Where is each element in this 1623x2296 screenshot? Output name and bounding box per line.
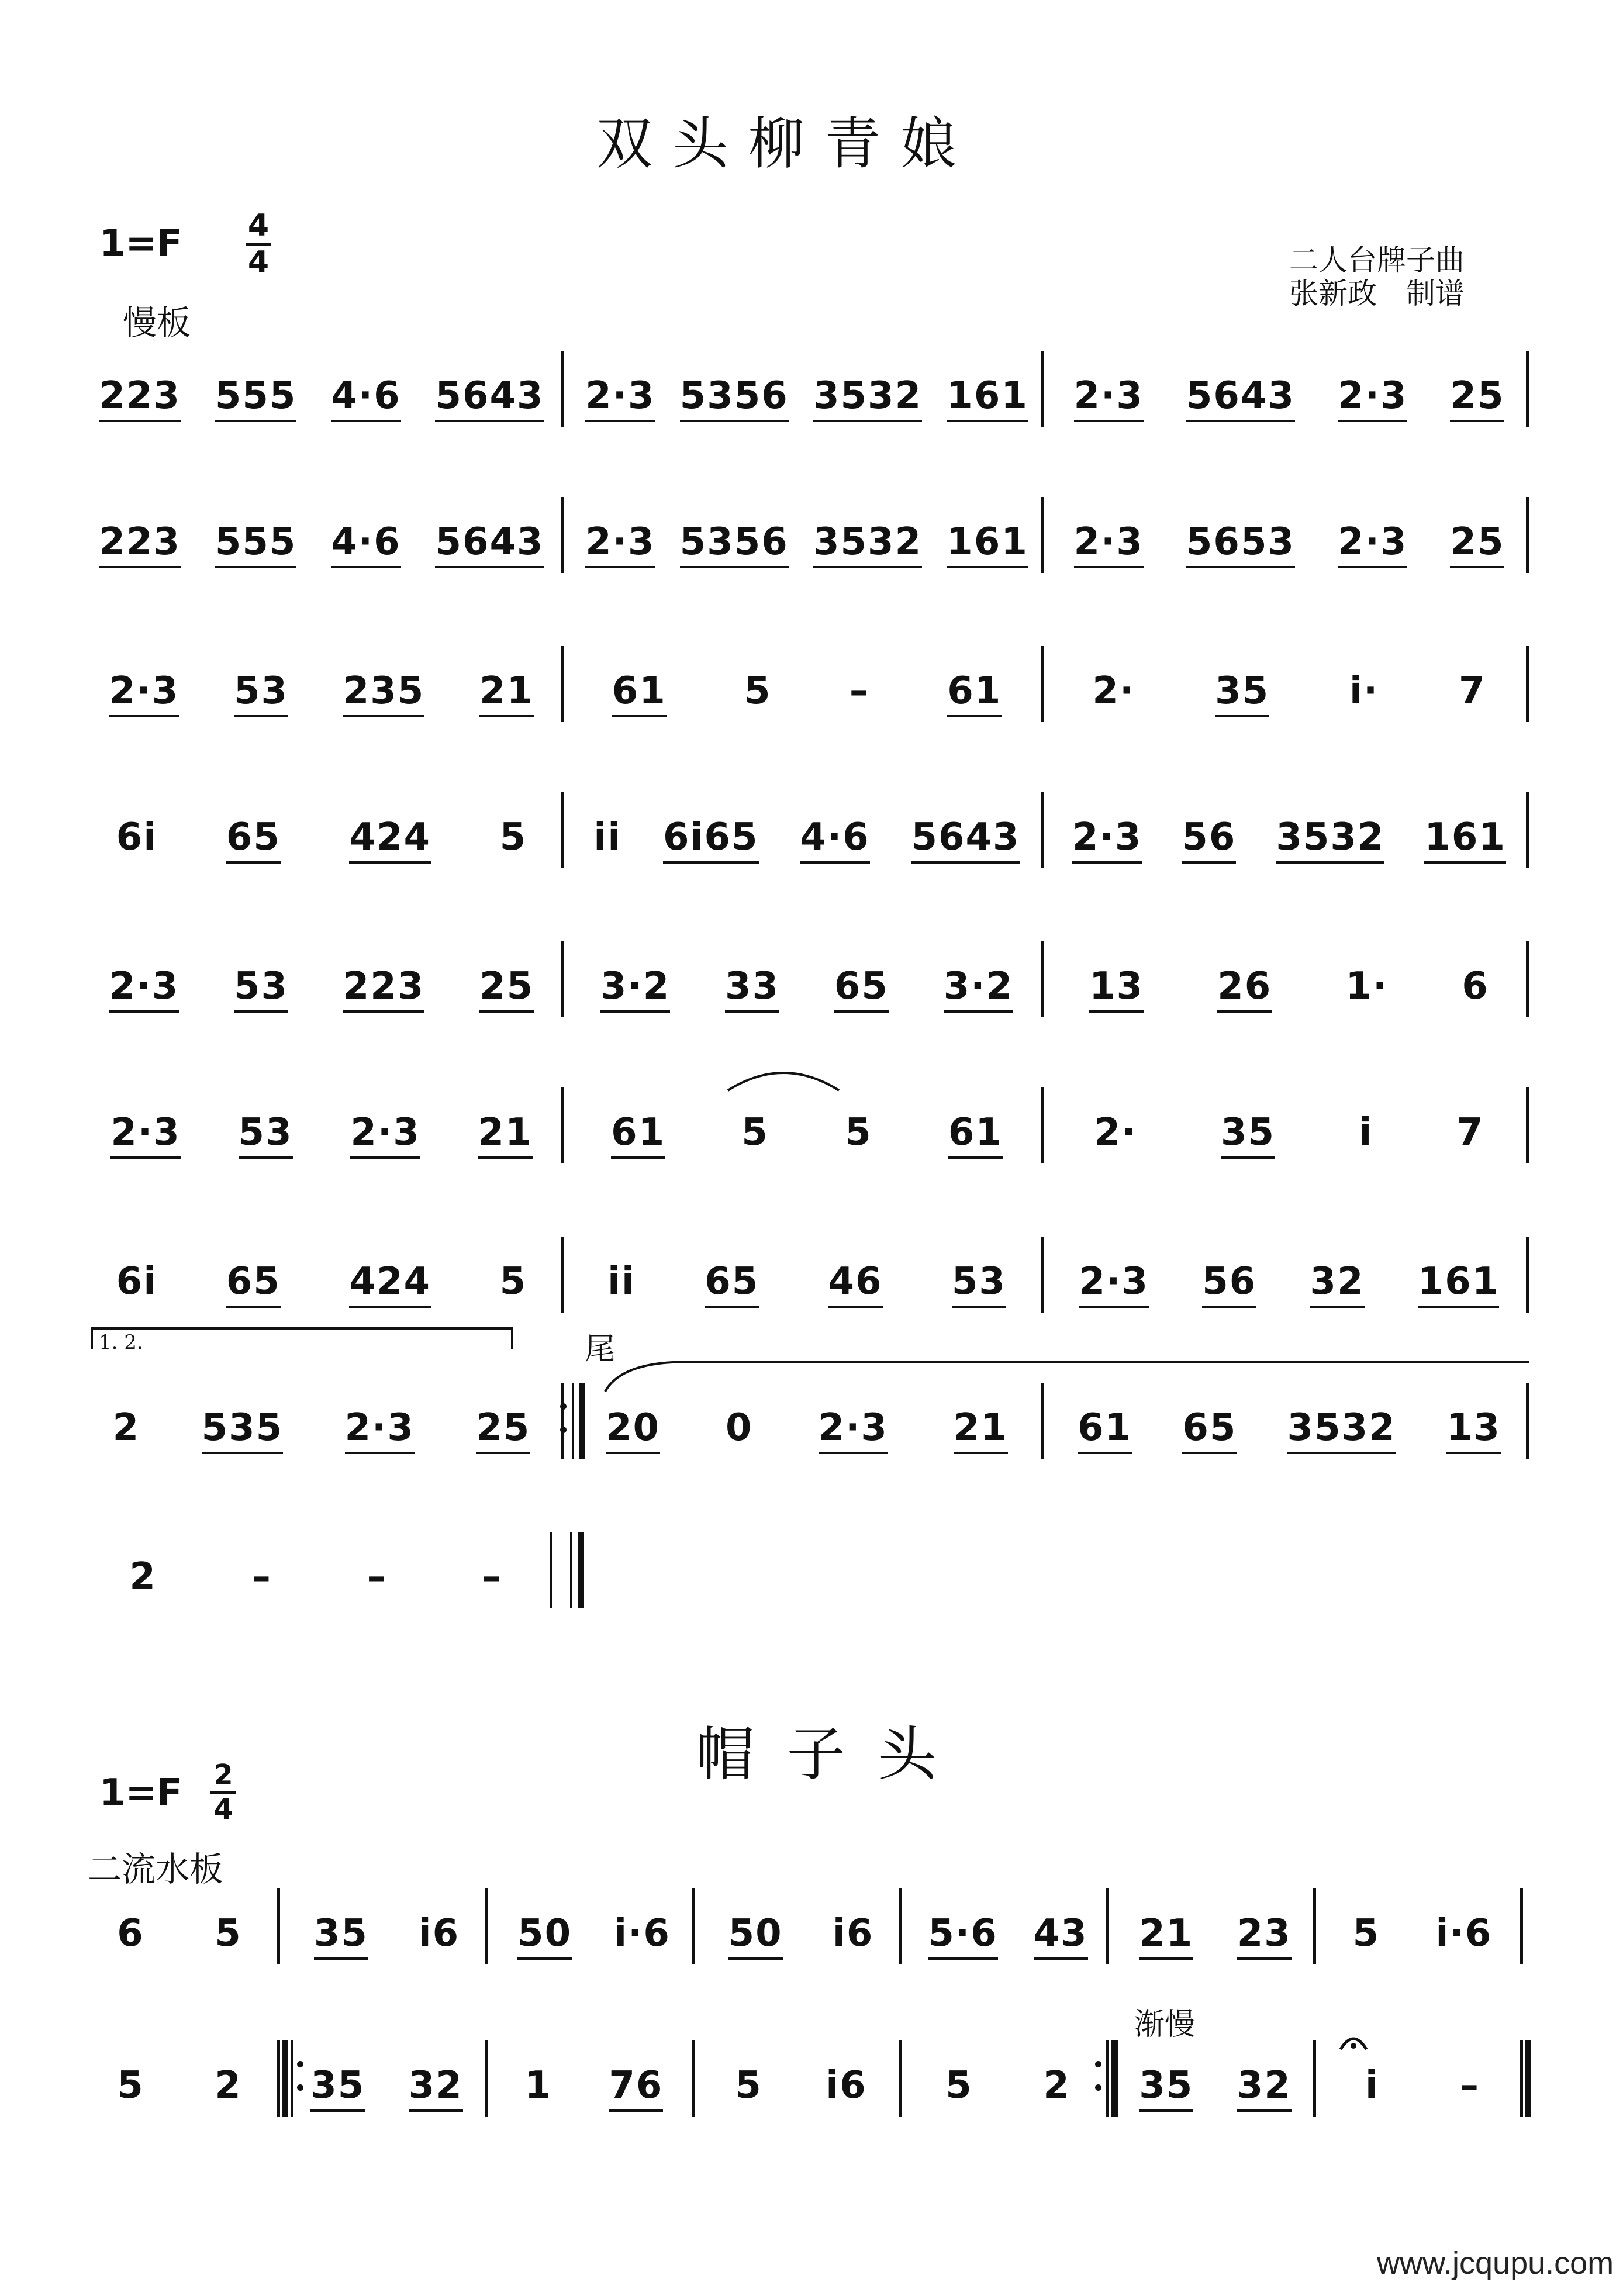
measure [573,1237,1041,1336]
note-group: 2·3 [1072,792,1142,864]
note-group: 4·6 [331,497,400,568]
measure [82,497,561,596]
note-group: 5 [741,1111,769,1154]
barline [1041,646,1044,722]
score-row [82,351,1532,450]
barline [277,2040,280,2117]
note-group: 5 [499,1260,527,1303]
note-group: 6i [116,816,158,859]
barline [1041,497,1044,573]
barline [1526,1237,1529,1313]
note-group: i6 [832,1912,874,1955]
note-group: – [482,1555,502,1598]
measure [573,1383,1041,1482]
note-group: 6 [1462,965,1489,1008]
barline [692,2040,695,2117]
measure [82,1237,561,1336]
note-group: i· [1349,669,1379,713]
coda-slur [602,1356,1538,1397]
measure [82,941,561,1041]
note-group: 2·3 [1074,497,1144,568]
measure [82,1532,550,1631]
note-group: 0 [726,1406,753,1449]
measure [1325,1888,1520,1988]
note-group: 33 [725,941,779,1013]
note-group: 2 [112,1406,140,1449]
measure [1117,2040,1313,2140]
note-group: 21 [479,646,534,717]
note-group: 161 [1424,792,1506,864]
note-group: 5 [1352,1912,1380,1955]
barline [485,1888,488,1964]
repeat-start-thin [291,2040,293,2117]
note-group: 2·3 [109,941,179,1013]
note-group: 53 [952,1237,1006,1308]
barline [899,2040,902,2117]
note-group: 5 [845,1111,872,1154]
note-group: 3·2 [944,941,1013,1013]
note-group: i·6 [614,1912,671,1955]
barline [1041,941,1044,1017]
repeat-dot [297,2084,303,2091]
piece2-title: 帽 子 头 [696,1720,944,1789]
piece1-credit-genre: 二人台牌子曲 [1289,243,1465,277]
note-group: 65 [705,1237,759,1308]
barline [485,2040,488,2117]
barline [1041,1087,1044,1163]
note-group: 2 [215,2064,242,2107]
measure [573,351,1041,450]
barline [1520,2040,1523,2117]
note-group: 43 [1034,1888,1088,1960]
note-group: 32 [1310,1237,1364,1308]
note-group: i6 [418,1912,460,1955]
final-barline-thin [570,1532,572,1608]
tie-slur [725,1061,842,1096]
note-group: 5 [117,2064,144,2107]
note-group: 5 [735,2064,762,2107]
score-row [82,1237,1532,1336]
measure [82,646,561,745]
note-group: 3532 [1287,1383,1396,1454]
note-group: 25 [1450,351,1504,422]
note-group: 35 [1215,646,1269,717]
barline [1313,1888,1316,1964]
score-row [82,941,1532,1041]
measure [573,1087,1041,1187]
note-group: i [1359,1111,1373,1154]
measure [1052,941,1526,1041]
note-group: 76 [609,2040,663,2112]
measure [1325,2040,1520,2140]
time-denominator: 4 [247,245,270,280]
note-group: 21 [1139,1888,1193,1960]
note-group: 61 [1078,1383,1132,1454]
note-group: 5·6 [928,1888,997,1960]
note-group: 1 [524,2064,552,2107]
note-group: 3532 [813,351,922,422]
score-row [82,2040,1532,2140]
score-row [82,497,1532,596]
note-group: 53 [234,646,288,717]
barline [1041,1237,1044,1313]
note-group: 555 [215,351,297,422]
barline [1520,1888,1523,1964]
note-group: 5643 [911,792,1020,864]
note-group: 56 [1202,1237,1256,1308]
piece2-key-signature: 1=F [99,1772,182,1815]
note-group: 61 [611,1087,665,1159]
barline [561,1087,564,1163]
note-group: 424 [349,1237,431,1308]
note-group: i [1365,2064,1379,2107]
barline [1526,941,1529,1017]
note-group: 20 [606,1383,660,1454]
note-group: 35 [314,1888,368,1960]
note-group: 424 [349,792,431,864]
barline [561,1237,564,1313]
note-group: 7 [1456,1111,1484,1154]
note-group: 5 [499,816,527,859]
barline [1526,351,1529,427]
note-group: 25 [1450,497,1504,568]
note-group: 5 [945,2064,973,2107]
note-group: 35 [1139,2040,1193,2112]
measure [703,1888,899,1988]
repeat-dot [297,2061,303,2067]
note-group: 2·3 [110,1087,180,1159]
note-group: 5653 [1186,497,1295,568]
note-group: 5 [215,1912,242,1955]
barline [899,1888,902,1964]
note-group: 2·3 [1074,351,1144,422]
note-group: 2·3 [1338,351,1407,422]
note-group: 56 [1182,792,1236,864]
note-group: 2·3 [1338,497,1407,568]
measure [82,2040,277,2140]
coda-label: 尾 [585,1332,616,1367]
barline [692,1888,695,1964]
note-group: 223 [99,497,181,568]
barline [550,1532,552,1608]
barline [1313,2040,1316,2117]
measure [82,1087,561,1187]
note-group: 2·3 [345,1383,415,1454]
barline [1526,1087,1529,1163]
measure [289,1888,485,1988]
note-group: 5643 [435,497,544,568]
note-group: 161 [1418,1237,1500,1308]
note-group: 2·3 [1079,1237,1149,1308]
repeat-end-thin [1106,2040,1108,2117]
note-group: 65 [226,1237,281,1308]
piece2-time-signature [210,1761,236,1824]
note-group: 6i65 [663,792,759,864]
note-group: 2·3 [585,351,655,422]
piece1-tempo: 慢板 [123,303,191,343]
note-group: 53 [234,941,288,1013]
final-barline-thick [1525,2040,1531,2117]
time-numerator: 2 [213,1759,233,1791]
note-group: 13 [1446,1383,1501,1454]
note-group: 2· [1092,669,1135,713]
note-group: 25 [476,1383,530,1454]
barline [1041,351,1044,427]
measure [82,792,561,892]
measure [910,1888,1106,1988]
note-group: ii [593,816,622,859]
barline [277,1888,280,1964]
note-group: 7 [1459,669,1486,713]
measure [82,1383,561,1482]
measure [573,497,1041,596]
note-group: 21 [954,1383,1008,1454]
note-group: 2 [1043,2064,1071,2107]
note-group: i·6 [1435,1912,1493,1955]
barline [1526,792,1529,868]
repeat-dot [1095,2084,1101,2091]
note-group: 61 [612,646,667,717]
note-group: 65 [834,941,889,1013]
note-group: 2 [129,1555,157,1598]
repeat-dot [1095,2061,1101,2067]
measure [82,351,561,450]
final-barline-thick [578,1532,584,1608]
repeat-dot [560,1403,567,1410]
barline [1106,1888,1109,1964]
note-group: – [251,1555,272,1598]
measure [1052,1087,1526,1187]
note-group: 26 [1217,941,1272,1013]
note-group: 161 [947,351,1028,422]
barline [561,646,564,722]
barline [561,941,564,1017]
piece1-title: 双头柳青娘 [596,111,976,177]
barline [561,1383,564,1459]
barline [1041,792,1044,868]
note-group: 5643 [435,351,544,422]
measure [1052,351,1526,450]
measure [1052,646,1526,745]
note-group: 13 [1089,941,1144,1013]
note-group: 3532 [813,497,922,568]
barline [561,351,564,427]
repeat-dot [560,1427,567,1433]
note-group: – [1459,2064,1480,2107]
measure [1052,497,1526,596]
note-group: 53 [239,1087,293,1159]
rit-label: 渐慢 [1134,2007,1196,2042]
repeat-end-thick [1111,2040,1118,2117]
measure [1052,792,1526,892]
barline [1526,646,1529,722]
measure [910,2040,1106,2140]
time-denominator: 4 [213,1793,233,1826]
note-group: 61 [948,1087,1003,1159]
note-group: 3532 [1276,792,1384,864]
piece1-key-signature: 1=F [99,222,182,265]
note-group: 3·2 [600,941,670,1013]
note-group: 32 [409,2040,463,2112]
note-group: 2·3 [109,646,179,717]
note-group: – [367,1555,387,1598]
barline-thin [572,1383,574,1459]
barline [561,792,564,868]
note-group: 50 [728,1888,783,1960]
piece1-time-signature [246,210,271,278]
note-group: 35 [1221,1087,1275,1159]
note-group: 21 [478,1087,533,1159]
piece2-tempo: 二流水板 [88,1849,224,1889]
note-group: 5643 [1186,351,1295,422]
score-row [82,1087,1532,1187]
barline [1526,497,1529,573]
note-group: 4·6 [800,792,869,864]
note-group: 223 [99,351,181,422]
measure [496,2040,692,2140]
measure [82,1888,277,1988]
note-group: 5356 [680,497,789,568]
measure [1117,1888,1313,1988]
measure [703,2040,899,2140]
score-row [82,792,1532,892]
note-group: 2· [1094,1111,1137,1154]
barline [561,497,564,573]
note-group: 35 [310,2040,365,2112]
note-group: 2·3 [585,497,655,568]
note-group: 4·6 [331,351,400,422]
note-group: ii [607,1260,636,1303]
note-group: 2·3 [819,1383,888,1454]
note-group: – [849,669,869,713]
note-group: 1· [1345,965,1389,1008]
measure [573,646,1041,745]
note-group: 46 [828,1237,883,1308]
note-group: 5356 [680,351,789,422]
note-group: 223 [343,941,425,1013]
fermata-mark [1339,2032,1368,2052]
note-group: 555 [215,497,297,568]
note-group: 6i [116,1260,158,1303]
note-group: i6 [826,2064,867,2107]
barline-thick [579,1383,585,1459]
note-group: 50 [517,1888,572,1960]
measure [1052,1383,1526,1482]
piece1-credit-author: 张新政 制谱 [1289,277,1465,310]
note-group: 2·3 [350,1087,420,1159]
note-group: 61 [947,646,1002,717]
note-group: 32 [1237,2040,1292,2112]
note-group: 5 [744,669,772,713]
note-group: 25 [479,941,534,1013]
note-group: 65 [1182,1383,1237,1454]
measure [573,792,1041,892]
watermark-url: www.jcqupu.com [1377,2246,1614,2281]
score-row [82,1383,1532,1482]
time-numerator: 4 [247,208,270,243]
volta-bracket [91,1327,513,1354]
note-group: 65 [226,792,281,864]
score-row [82,1532,1532,1631]
measure [289,2040,485,2140]
note-group: 535 [202,1383,284,1454]
score-row [82,646,1532,745]
measure [1052,1237,1526,1336]
volta-label: 1. 2. [99,1331,143,1354]
score-row [82,1888,1532,1988]
repeat-start-thick [282,2040,288,2117]
measure [573,941,1041,1041]
note-group: 23 [1237,1888,1292,1960]
note-group: 235 [343,646,425,717]
note-group: 6 [117,1912,144,1955]
note-group: 161 [947,497,1028,568]
measure [496,1888,692,1988]
